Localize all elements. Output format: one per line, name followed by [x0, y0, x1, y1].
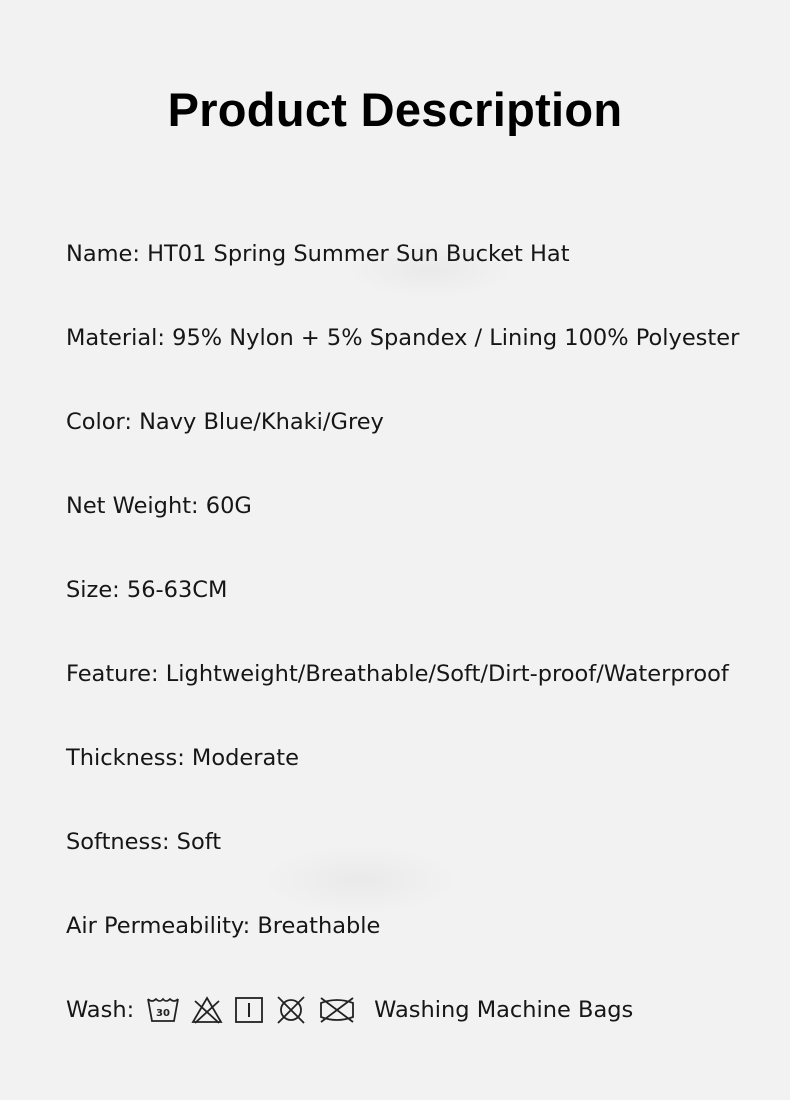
spec-material: Material: 95% Nylon + 5% Spandex / Lining 100% Polyester: [66, 325, 740, 351]
wash-30-icon: [146, 995, 180, 1025]
do-not-tumble-dry-icon: [274, 995, 308, 1025]
do-not-bleach-icon: [190, 995, 224, 1025]
spec-feature: Feature: Lightweight/Breathable/Soft/Dirt-proof/Waterproof: [66, 661, 729, 687]
spec-net-weight: Net Weight: 60G: [66, 493, 252, 519]
spec-size: Size: 56-63CM: [66, 577, 228, 603]
spec-softness: Softness: Soft: [66, 829, 222, 855]
wash-note: Washing Machine Bags: [374, 997, 634, 1023]
do-not-dry-clean-icon: [318, 995, 356, 1025]
spec-name: Name: HT01 Spring Summer Sun Bucket Hat: [66, 241, 570, 267]
spec-wash: [66, 992, 786, 1028]
iron-low-icon: [234, 995, 264, 1025]
wash-temp: 30: [156, 1008, 171, 1019]
page-title: Product Description: [167, 83, 623, 136]
spec-color: Color: Navy Blue/Khaki/Grey: [66, 409, 384, 435]
spec-air-permeability: Air Permeability: Breathable: [66, 913, 381, 939]
spec-thickness: Thickness: Moderate: [66, 745, 299, 771]
wash-label: Wash:: [66, 997, 135, 1023]
wash-care-icons: [146, 995, 356, 1025]
